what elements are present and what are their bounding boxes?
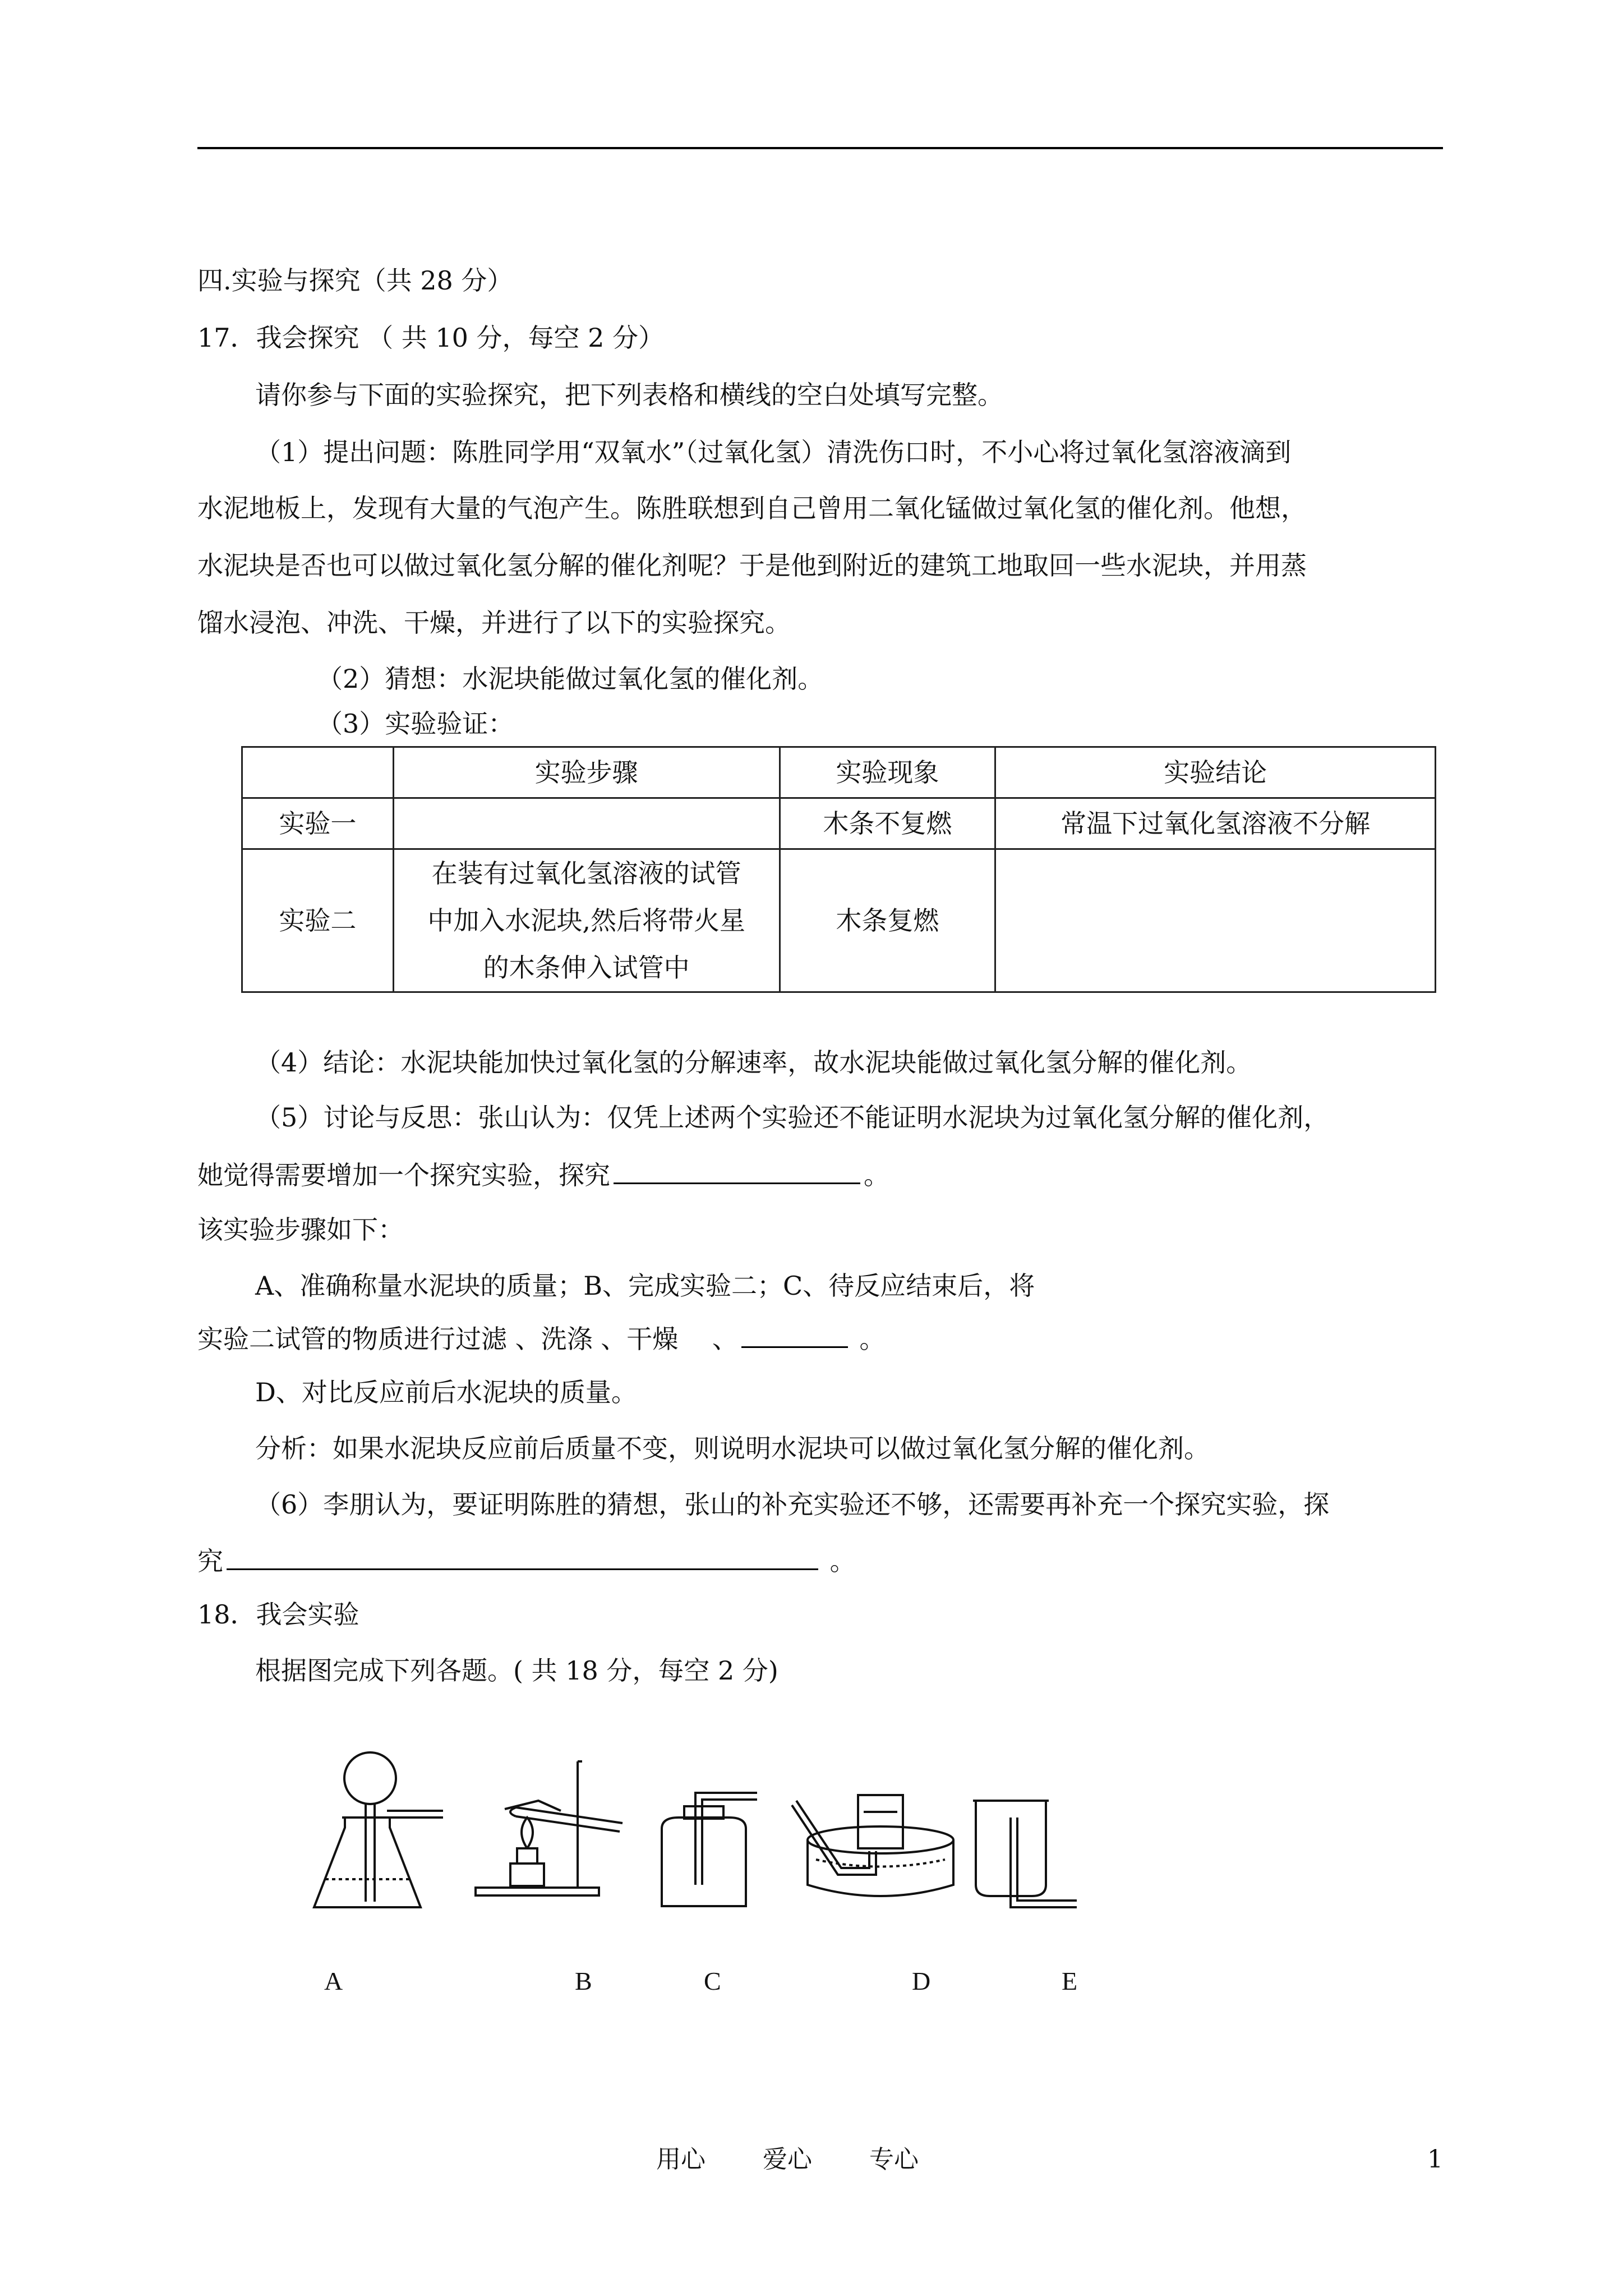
table-header-cell: 实验现象 (780, 747, 995, 798)
table-cell-blank (393, 798, 780, 849)
q17-p6-line2 (197, 1543, 856, 1578)
p5-suffix: 。 (864, 1160, 889, 1190)
q17-step-c-cont (197, 1320, 886, 1356)
apparatus-c-gas-bottle (662, 1793, 757, 1906)
experiment-table (241, 746, 1436, 993)
apparatus-label-e: E (1062, 1967, 1078, 1995)
q17-p1-line2: 水泥地板上，发现有大量的气泡产生。陈胜联想到自己曾用二氧化锰做过氧化氢的催化剂。他想， (197, 493, 1307, 523)
header-rule (197, 147, 1443, 149)
p6-suffix: 。 (822, 1546, 856, 1576)
table-header-cell (242, 747, 394, 798)
q17-step-d: D、对比反应前后水泥块的质量。 (255, 1377, 637, 1407)
table-cell-blank (995, 849, 1436, 992)
table-cell: 木条复燃 (780, 849, 995, 992)
table-header-row (242, 747, 1436, 798)
page-number: 1 (1427, 2145, 1443, 2174)
section-heading: 四.实验与探究（共 28 分） (197, 265, 513, 296)
q17-p1-line4: 馏水浸泡、冲洗、干燥，并进行了以下的实验探究。 (197, 608, 791, 638)
footer-text: 用心 爱心 专心 (656, 2145, 919, 2174)
table-cell: 木条不复燃 (780, 798, 995, 849)
apparatus-label-a: A (324, 1967, 343, 1995)
q17-analysis: 分析：如果水泥块反应前后质量不变，则说明水泥块可以做过氧化氢分解的催化剂。 (255, 1433, 1210, 1464)
q17-p5-line2 (197, 1157, 889, 1192)
apparatus-b-heating (476, 1761, 623, 1895)
apparatus-a-flask-funnel (314, 1752, 443, 1907)
q17-p5-line1: （5）讨论与反思：张山认为：仅凭上述两个实验还不能证明水泥块为过氧化氢分解的催化剂， (255, 1102, 1330, 1133)
q17-p2: （2）猜想：水泥块能做过氧化氢的催化剂。 (317, 664, 824, 694)
q17-steps-intro: 该实验步骤如下： (197, 1214, 404, 1245)
table-cell-steps (393, 849, 780, 992)
q17-intro: 请你参与下面的实验探究，把下列表格和横线的空白处填写完整。 (255, 380, 1003, 410)
answer-blank[interactable] (741, 1320, 848, 1348)
q17-p3: （3）实验验证： (317, 708, 514, 739)
q17-p1-line3: 水泥块是否也可以做过氧化氢分解的催化剂呢？于是他到附近的建筑工地取回一些水泥块，并用蒸 (197, 550, 1307, 581)
table-row (242, 798, 1436, 849)
answer-blank[interactable] (227, 1543, 818, 1570)
table-cell-line: 的木条伸入试管中 (483, 953, 690, 983)
q17-title: 17．我会探究 （ 共 10 分，每空 2 分） (197, 323, 665, 353)
q18-title: 18．我会实验 (197, 1599, 359, 1630)
apparatus-label-d: D (912, 1967, 931, 1995)
apparatus-figure (303, 1739, 1150, 1941)
p5-prefix: 她觉得需要增加一个探究实验，探究 (197, 1160, 610, 1190)
apparatus-d-water-trough (792, 1795, 953, 1896)
q18-intro: 根据图完成下列各题。( 共 18 分，每空 2 分) (255, 1655, 778, 1686)
p6-prefix: 究 (197, 1546, 223, 1576)
q17-p6-line1: （6）李朋认为，要证明陈胜的猜想，张山的补充实验还不够，还需要再补充一个探究实验，探 (255, 1489, 1330, 1520)
table-cell: 实验一 (242, 798, 394, 849)
step-c-prefix: 实验二试管的物质进行过滤 、洗涤 、干燥 、 (197, 1324, 738, 1354)
step-c-suffix: 。 (851, 1324, 886, 1354)
table-header-cell: 实验结论 (995, 747, 1436, 798)
table-cell-line: 中加入水泥块,然后将带火星 (427, 905, 745, 936)
q17-p4: （4）结论：水泥块能加快过氧化氢的分解速率，故水泥块能做过氧化氢分解的催化剂。 (255, 1047, 1252, 1078)
apparatus-label-b: B (575, 1967, 592, 1995)
table-header-cell: 实验步骤 (393, 747, 780, 798)
table-cell: 实验二 (242, 849, 394, 992)
table-cell: 常温下过氧化氢溶液不分解 (995, 798, 1436, 849)
answer-blank[interactable] (614, 1157, 860, 1184)
apparatus-label-c: C (704, 1967, 721, 1995)
table-cell-line: 在装有过氧化氢溶液的试管 (431, 858, 741, 889)
q17-p1-line1: （1）提出问题：陈胜同学用“双氧水”（过氧化氢）清洗伤口时，不小心将过氧化氢溶液滴到 (255, 437, 1292, 467)
table-row (242, 849, 1436, 992)
q17-step-abc: A、准确称量水泥块的质量；B、完成实验二；C、待反应结束后，将 (255, 1271, 1035, 1301)
apparatus-e-gas-bottle-inverted (973, 1801, 1077, 1907)
